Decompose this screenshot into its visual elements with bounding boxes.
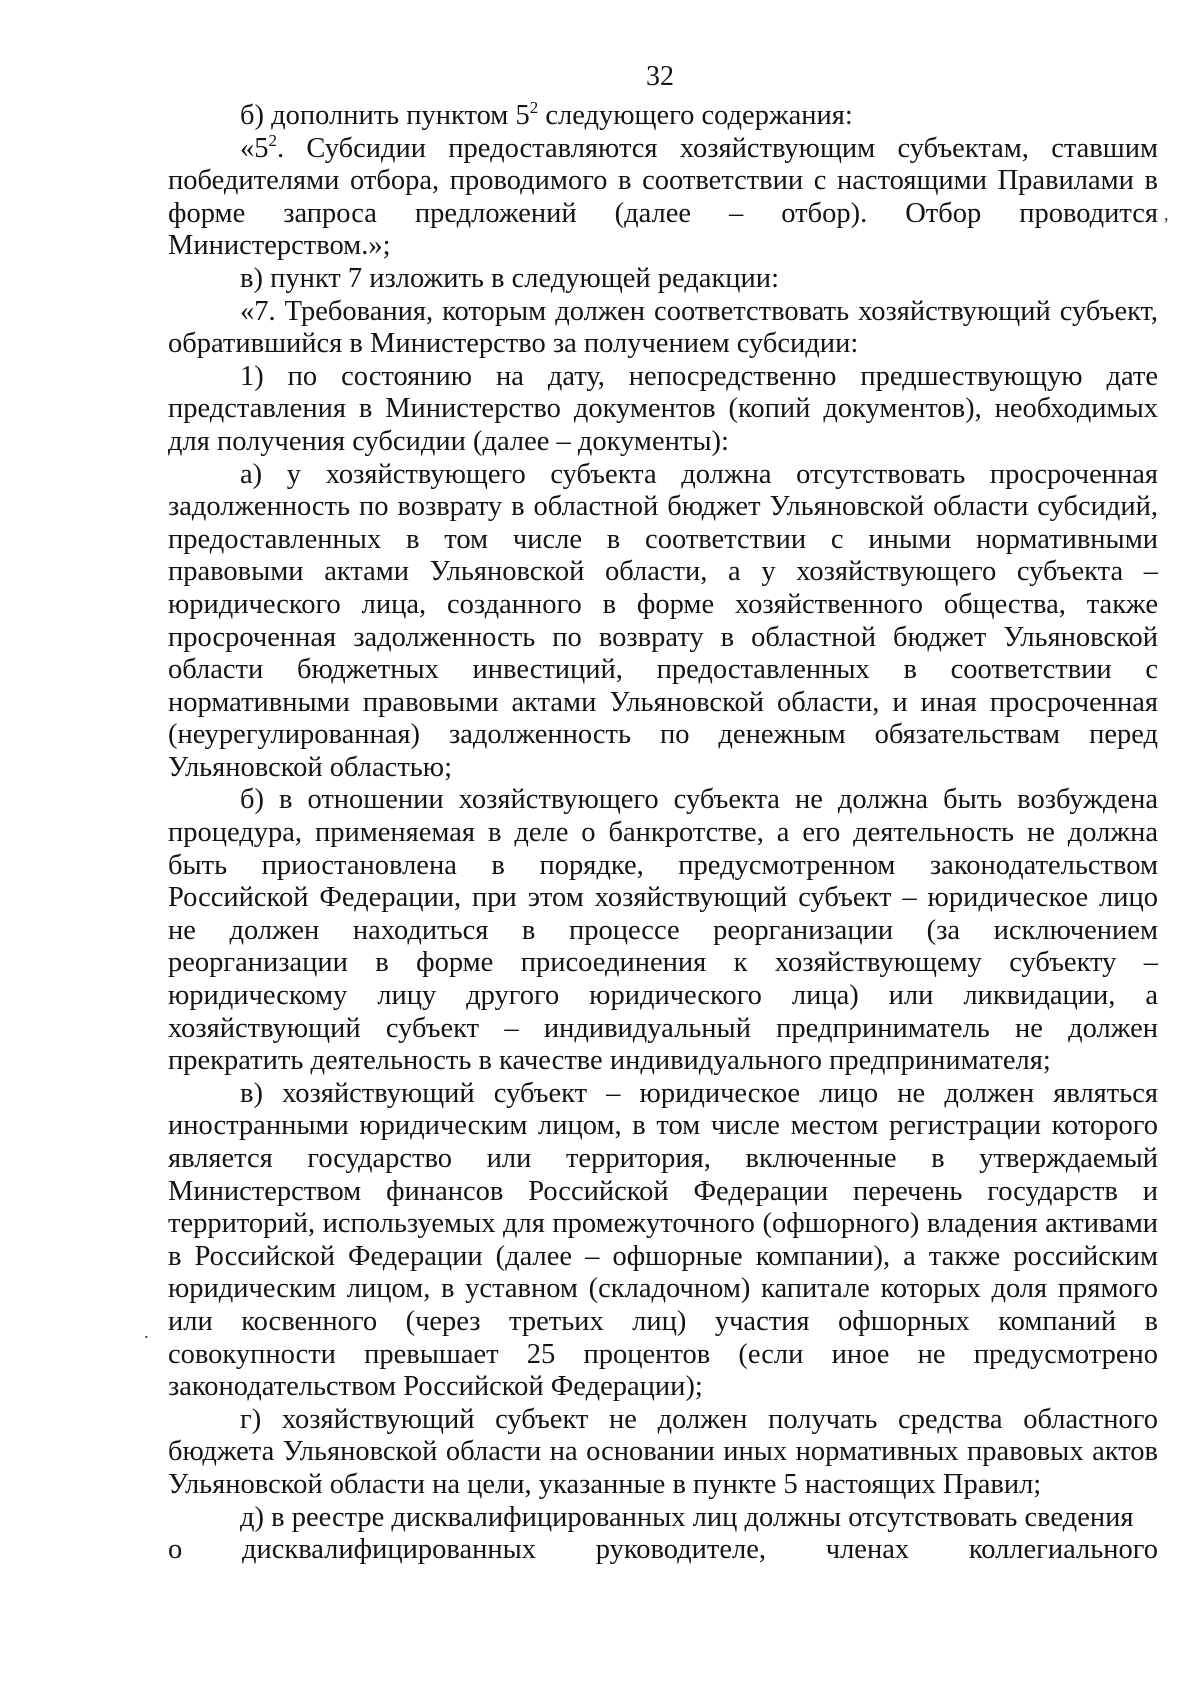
page-number: 32 [646, 61, 674, 92]
word: дисквалифицированных [241, 1534, 537, 1566]
paragraph-subclause-1: 1) по состоянию на дату, непосредственно предшествующую дате представления в Министерство документов (копий документов), необходимых для получения субсидии (далее – документы): [168, 360, 1158, 457]
paragraph-continuation [168, 1534, 1158, 1567]
word: коллегиального [968, 1534, 1158, 1566]
scan-mark: . [144, 1322, 149, 1342]
paragraph-text: «5 [240, 132, 269, 164]
paragraph-subitem-a: а) у хозяйствующего субъекта должна отсутствовать просроченная задолженность по возврату в областной бюджет Ульяновской области субсидий, предоставленных в том числе в соответствии с иными нормативными правовыми актами Ульяновской области, а у хозяйствующего субъекта – юридического лица, созданного в форме хозяйственного общества, также просроченная задолженность по возврату в областной бюджет Ульяновской области бюджетных инвестиций, предоставленных в соответствии с нормативными правовыми актами Ульяновской области, и иная просроченная (неурегулированная) задолженность по денежным обязательствам перед Ульяновской областью; [168, 458, 1158, 783]
paragraph-clause-7: «7. Требования, которым должен соответствовать хозяйствующий субъект, обратившийся в Министерство за получением субсидии: [168, 295, 1158, 360]
word: членах [825, 1534, 910, 1566]
paragraph-text: . Субсидии предоставляются хозяйствующим субъектам, ставшим победителями отбора, проводимого в соответствии с настоящими Правилами в форме запроса предложений (далее – отбор). Отбор проводится Министерством.»; [168, 132, 1158, 262]
word: о [168, 1534, 183, 1566]
paragraph-subitem-b: б) в отношении хозяйствующего субъекта не должна быть возбуждена процедура, применяемая в деле о банкротстве, а его деятельность не должна быть приостановлена в порядке, предусмотренном законодательством Российской Федерации, при этом хозяйствующий субъект – юридическое лицо не должен находиться в процессе реорганизации (за исключением реорганизации в форме присоединения к хозяйствующему субъекту – юридическому лицу другого юридического лица) или ликвидации, а хозяйствующий субъект – индивидуальный предприниматель не должен прекратить деятельность в качестве индивидуального предпринимателя; [168, 784, 1158, 1077]
paragraph-item-v: в) пункт 7 изложить в следующей редакции: [240, 262, 779, 294]
paragraph-clause-5-2 [168, 130, 1158, 263]
paragraph-item-b [168, 100, 1158, 133]
document-body [168, 100, 1158, 1567]
paragraph-subitem-g: г) хозяйствующий субъект не должен получать средства областного бюджета Ульяновской области на основании иных нормативных правовых актов Ульяновской области на цели, указанные в пункте 5 настоящих Правил; [168, 1403, 1158, 1500]
paragraph-subitem-v: в) хозяйствующий субъект – юридическое лицо не должен являться иностранными юридическим лицом, в том числе местом регистрации которого является государство или территория, включенные в утверждаемый Министерством финансов Российской Федерации перечень государств и территорий, используемых для промежуточного (офшорного) владения активами в Российской Федерации (далее – офшорные компании), а также российским юридическим лицом, в уставном (складочном) капитале которых доля прямого или косвенного (через третьих лиц) участия офшорных компаний в совокупности превышает 25 процентов (если иное не предусмотрено законодательством Российской Федерации); [168, 1077, 1158, 1403]
paragraph-subitem-d: д) в реестре дисквалифицированных лиц должны отсутствовать сведения [240, 1501, 1134, 1533]
paragraph-text: б) дополнить пунктом 5 [240, 100, 530, 131]
word: руководителе, [595, 1534, 767, 1566]
paragraph-text: следующего содержания: [538, 100, 853, 131]
superscript: 2 [268, 130, 277, 150]
scan-mark: , [1164, 204, 1169, 224]
superscript: 2 [529, 98, 539, 117]
